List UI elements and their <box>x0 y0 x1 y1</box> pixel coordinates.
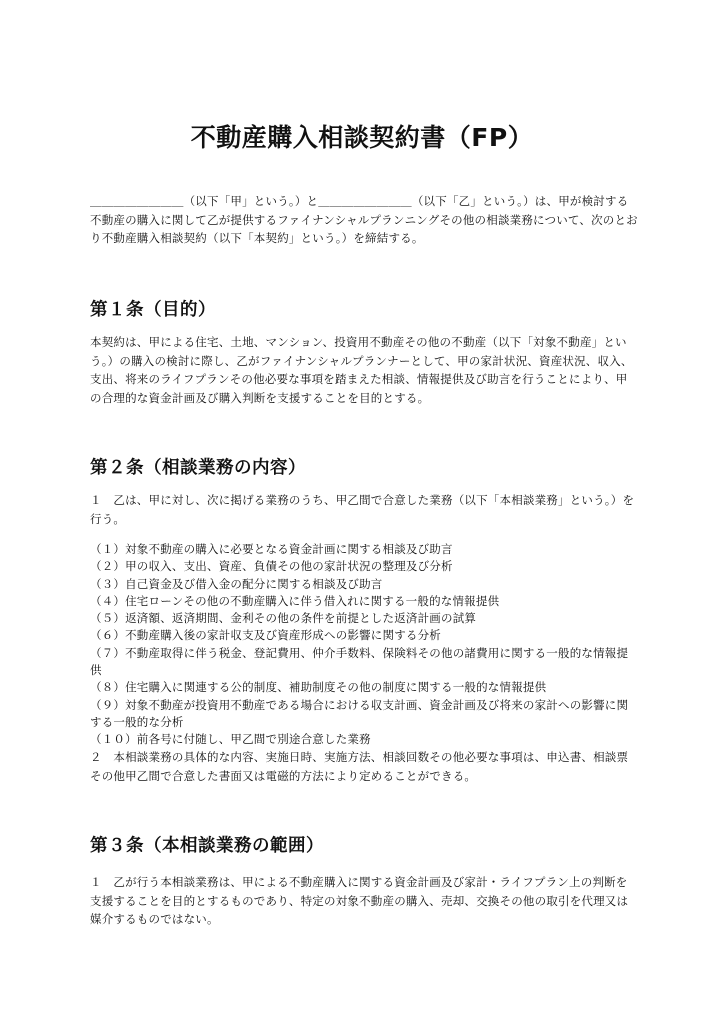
article-2-paragraph-1: １ 乙は、甲に対し、次に掲げる業務のうち、甲乙間で合意した業務（以下「本相談業務」という。）を行う。 <box>90 493 635 526</box>
list-item: （９）対象不動産が投資用不動産である場合における収支計画、資金計画及び将来の家計への影響に関する一般的な分析 <box>90 697 629 729</box>
article-2-item-list <box>90 541 638 749</box>
article-1-heading: 第１条（目的） <box>90 300 216 320</box>
list-item: （６）不動産購入後の家計収支及び資産形成への影響に関する分析 <box>90 628 441 643</box>
article-2-paragraph-2: ２ 本相談業務の具体的な内容、実施日時、実施方法、相談回数その他必要な事項は、申込書、相談票その他甲乙間で合意した書面又は電磁的方法により定めることができる。 <box>90 750 629 783</box>
list-item: （５）返済額、返済期間、金利その他の条件を前提とした返済計画の試算 <box>90 611 477 626</box>
list-item: （１）対象不動産の購入に必要となる資金計画に関する相談及び助言 <box>90 542 453 556</box>
list-item: （７）不動産取得に伴う税金、登記費用、仲介手数料、保険料その他の諸費用に関する一般的な情報提供 <box>90 645 629 678</box>
preamble-paragraph: ＿＿＿＿＿＿＿＿（以下「甲」という。）と＿＿＿＿＿＿＿＿（以下「乙」という。）は、甲が検討する不動産の購入に関して乙が提供するファイナンシャルプランニングその他の相談業務について、次のとおり不動産購入相談契約（以下「本契約」という。）を締結する。 <box>90 194 638 245</box>
list-item: （４）住宅ローンその他の不動産購入に伴う借入れに関する一般的な情報提供 <box>90 593 500 608</box>
article-3-paragraph: １ 乙が行う本相談業務は、甲による不動産購入に関する資金計画及び家計・ライフプラン上の判断を支援することを目的とするものであり、特定の対象不動産の購入、売却、交換その他の取引を代理又は媒介するものではない。 <box>90 875 629 926</box>
list-item: （３）自己資金及び借入金の配分に関する相談及び助言 <box>90 576 383 591</box>
article-3-heading: 第３条（本相談業務の範囲） <box>90 836 324 856</box>
list-item: （１０）前各号に付随し、甲乙間で別途合意した業務 <box>90 732 371 747</box>
list-item: （８）住宅購入に関連する公的制度、補助制度その他の制度に関する一般的な情報提供 <box>90 680 547 695</box>
article-2-heading: 第２条（相談業務の内容） <box>90 458 306 478</box>
article-1-paragraph: 本契約は、甲による住宅、土地、マンション、投資用不動産その他の不動産（以下「対象不動産」という。）の購入の検討に際し、乙がファイナンシャルプランナーとして、甲の家計状況、資産状況、収入、支出、将来のライフプランその他必要な事項を踏まえた相談、情報提供及び助言を行うことにより、甲の合理的な資金計画及び購入判断を支援することを目的とする。 <box>90 335 633 405</box>
document-title: 不動産購入相談契約書（FP） <box>190 123 534 152</box>
list-item: （２）甲の収入、支出、資産、負債その他の家計状況の整理及び分析 <box>90 559 453 574</box>
